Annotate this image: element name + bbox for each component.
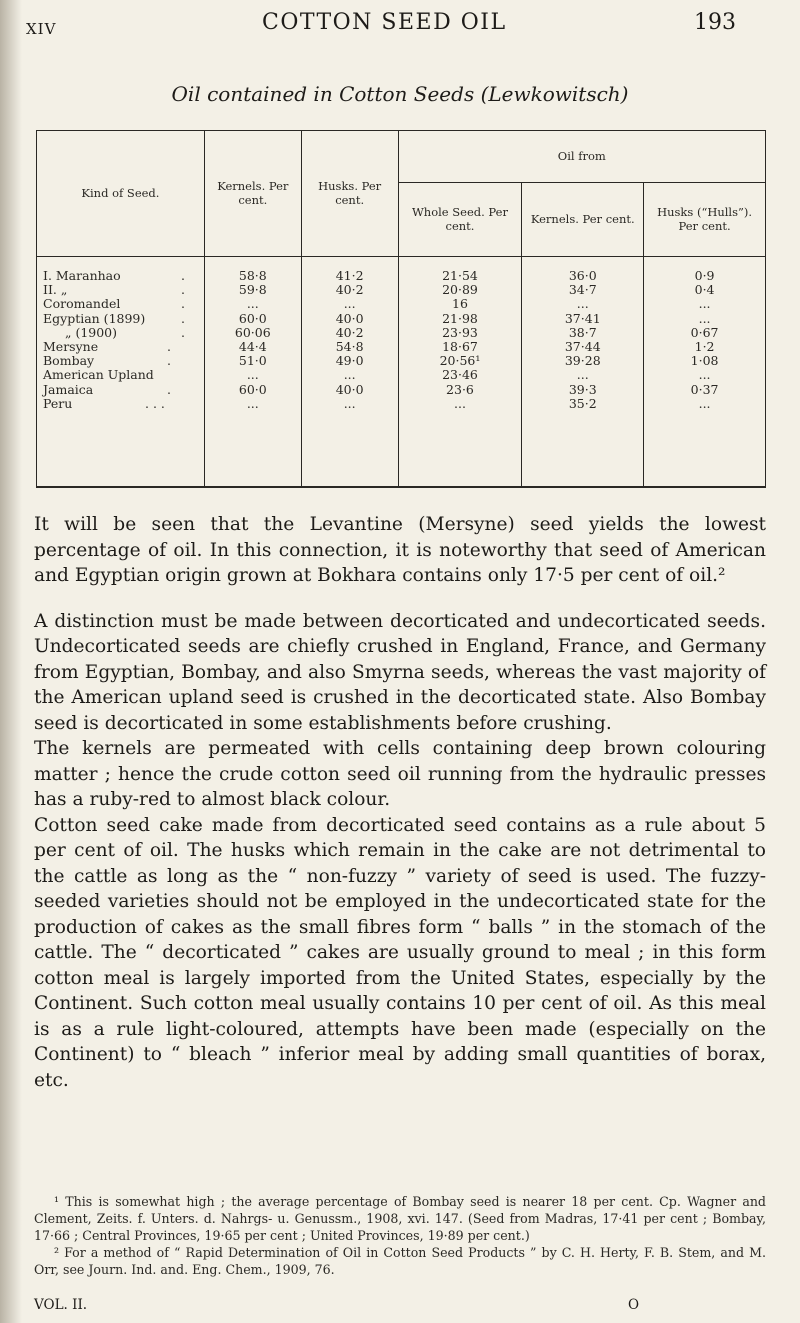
header-oil-husks: Husks (“Hulls”). Per cent. xyxy=(644,183,766,257)
kind-cell: Mersyne xyxy=(43,338,99,354)
whole-seed-cell: 18·67 xyxy=(442,338,478,354)
oil-kernels-cell: ... xyxy=(576,296,589,312)
leader-dot: . xyxy=(167,381,171,397)
oil-husks-cell: 0·4 xyxy=(694,282,715,298)
kind-column xyxy=(37,257,205,488)
page-number: 193 xyxy=(694,10,736,35)
oil-kernels-cell: 36·0 xyxy=(568,268,597,283)
oil-husks-cell: ... xyxy=(698,395,711,411)
whole-seed-cell: 20·89 xyxy=(442,282,478,298)
page-gutter-shadow xyxy=(0,0,22,1323)
whole-seed-column xyxy=(398,257,522,488)
kind-cell: Coromandel xyxy=(43,296,121,312)
kind-cell: Egyptian (1899) xyxy=(43,310,146,326)
paragraph: Cotton seed cake made from decorticated seed contains as a rule about 5 per cent of oil. The husks which remain in the cake are not detrimental to the cattle as long as the “ non-fuzzy ” variety of seed is used. The fuzzy-seeded varieties should not be employed in the undecorticated state for the production of cakes as the small fibres form “ balls ” in the stomach of the cattle. The “ decorticated ” cakes are usually ground to meal ; in this form cotton meal is largely imported from the United States, especially by the Continent. Such cotton meal usually contains 10 per cent of oil. As this meal is as a rule light-coloured, attempts have been made (especially on the Continent) to “ bleach ” inferior meal by adding small quantities of borax, etc. xyxy=(34,814,766,1091)
oil-husks-cell: 1·08 xyxy=(690,353,719,369)
kernels-cell: 58·8 xyxy=(238,268,267,283)
oil-content-table xyxy=(36,130,766,488)
oil-husks-column xyxy=(644,257,766,488)
kernels-cell: 51·0 xyxy=(238,353,267,369)
husks-cell: 40·0 xyxy=(335,310,364,326)
leader-dot xyxy=(181,368,185,382)
whole-seed-cell: 16 xyxy=(452,296,468,312)
leader-dot: . xyxy=(167,338,171,354)
kernels-cell: 59·8 xyxy=(238,282,267,298)
oil-kernels-cell: 38·7 xyxy=(568,324,597,340)
whole-seed-cell: 20·56¹ xyxy=(439,353,481,369)
header-whole-seed: Whole Seed. Per cent. xyxy=(398,183,522,257)
oil-husks-cell: 0·9 xyxy=(694,268,715,283)
leader-dot: . xyxy=(181,310,185,326)
kernels-cell: 60·0 xyxy=(238,310,267,326)
husks-cell: 54·8 xyxy=(335,338,364,354)
header-kind-of-seed: Kind of Seed. xyxy=(37,131,205,257)
header-oil-from: Oil from xyxy=(398,131,765,183)
whole-seed-cell: 21·98 xyxy=(442,310,478,326)
husks-cell: ... xyxy=(343,367,356,383)
paragraph: A distinction must be made between decorticated and undecorticated seeds. Undecorticated seeds are chiefly crushed in England, France, and Germany from Egyptian, Bombay, and also Smyrna seeds, whereas the vast majority of the American upland seed is crushed in the decorticated state. Also Bombay seed is decorticated in some establishments before crushing. xyxy=(34,610,766,734)
kernels-cell: 60·06 xyxy=(234,324,271,340)
oil-kernels-cell: 37·44 xyxy=(564,338,601,354)
husks-cell: ... xyxy=(343,395,356,411)
kind-cell: „ (1900) xyxy=(65,324,118,340)
footnotes xyxy=(34,1193,766,1278)
oil-kernels-column xyxy=(522,257,644,488)
husks-column xyxy=(301,257,398,488)
kind-cell: I. Maranhao xyxy=(43,268,121,283)
running-head xyxy=(0,8,800,38)
oil-kernels-cell: 37·41 xyxy=(564,310,601,326)
table-body-row xyxy=(37,257,766,488)
leader-dot: . . . xyxy=(145,395,165,411)
husks-cell: 40·2 xyxy=(335,324,364,340)
oil-husks-cell: ... xyxy=(698,367,711,383)
footnote: ² For a method of “ Rapid Determination of Oil in Cotton Seed Products ” by C. H. Herty, F. B. Stem, and M. Orr, see Journ. Ind. and. Eng. Chem., 1909, 76. xyxy=(34,1245,766,1277)
chapter-number: XIV xyxy=(26,20,57,38)
paragraph: It will be seen that the Levantine (Mersyne) seed yields the lowest percentage of oil. In this connection, it is noteworthy that seed of American and Egyptian origin grown at Bokhara contains only 17·5 per cent of oil.² xyxy=(34,514,766,586)
whole-seed-cell: 23·6 xyxy=(446,381,474,397)
header-kernels-percent: Kernels. Per cent. xyxy=(204,131,301,257)
header-oil-kernels: Kernels. Per cent. xyxy=(522,183,644,257)
husks-cell: 40·0 xyxy=(335,381,364,397)
leader-dot: . xyxy=(181,268,185,283)
kind-cell: Jamaica xyxy=(43,381,94,397)
running-title: COTTON SEED OIL xyxy=(262,10,507,35)
whole-seed-cell: ... xyxy=(454,395,466,411)
oil-kernels-cell: 35·2 xyxy=(568,395,597,411)
kernels-cell: 60·0 xyxy=(238,381,267,397)
body-text xyxy=(34,512,766,1093)
husks-cell: 41·2 xyxy=(335,268,364,283)
volume-label: VOL. II. xyxy=(34,1297,88,1313)
kind-cell: Peru xyxy=(43,395,73,411)
oil-husks-cell: 0·37 xyxy=(690,381,719,397)
husks-cell: 49·0 xyxy=(335,353,364,369)
whole-seed-cell: 23·93 xyxy=(442,324,478,340)
oil-husks-cell: ... xyxy=(698,296,711,312)
oil-kernels-cell: ... xyxy=(576,367,589,383)
whole-seed-cell: 21·54 xyxy=(442,268,478,283)
signature-mark: O xyxy=(628,1297,640,1313)
oil-kernels-cell: 34·7 xyxy=(568,282,597,298)
oil-kernels-cell: 39·3 xyxy=(568,381,597,397)
leader-dot: . xyxy=(181,324,185,340)
kernels-column xyxy=(204,257,301,488)
leader-dot: . xyxy=(167,353,171,369)
husks-cell: ... xyxy=(343,296,356,312)
whole-seed-cell: 23·46 xyxy=(442,367,478,383)
oil-kernels-cell: 39·28 xyxy=(564,353,601,369)
header-husks-percent: Husks. Per cent. xyxy=(301,131,398,257)
kernels-cell: ... xyxy=(246,395,259,411)
kind-cell: American Upland xyxy=(43,367,154,383)
table-title: Oil contained in Cotton Seeds (Lewkowitsch) xyxy=(171,82,629,106)
kind-cell: Bombay xyxy=(43,353,95,369)
kind-cell: II. „ xyxy=(43,282,68,298)
kernels-cell: ... xyxy=(246,367,259,383)
kernels-cell: 44·4 xyxy=(238,338,267,354)
oil-husks-cell: 0·67 xyxy=(690,324,719,340)
oil-husks-cell: ... xyxy=(698,310,711,326)
oil-husks-cell: 1·2 xyxy=(694,338,715,354)
leader-dot: . xyxy=(181,296,185,312)
paragraph: The kernels are permeated with cells containing deep brown colouring matter ; hence the crude cotton seed oil running from the hydraulic presses has a ruby-red to almost black colour. xyxy=(34,738,766,810)
leader-dot: . xyxy=(181,282,185,298)
kernels-cell: ... xyxy=(246,296,259,312)
husks-cell: 40·2 xyxy=(335,282,364,298)
footnote: ¹ This is somewhat high ; the average percentage of Bombay seed is nearer 18 per cent. Cp. Wagner and Clement, Zeits. f. Unters. d. Nahrgs- u. Genussm., 1908, xvi. 147. (Seed from Madras, 17·41 per cent ; Bombay, 17·66 ; Central Provinces, 19·65 per cent ; United Provinces, 19·89 per cent.) xyxy=(34,1194,766,1243)
